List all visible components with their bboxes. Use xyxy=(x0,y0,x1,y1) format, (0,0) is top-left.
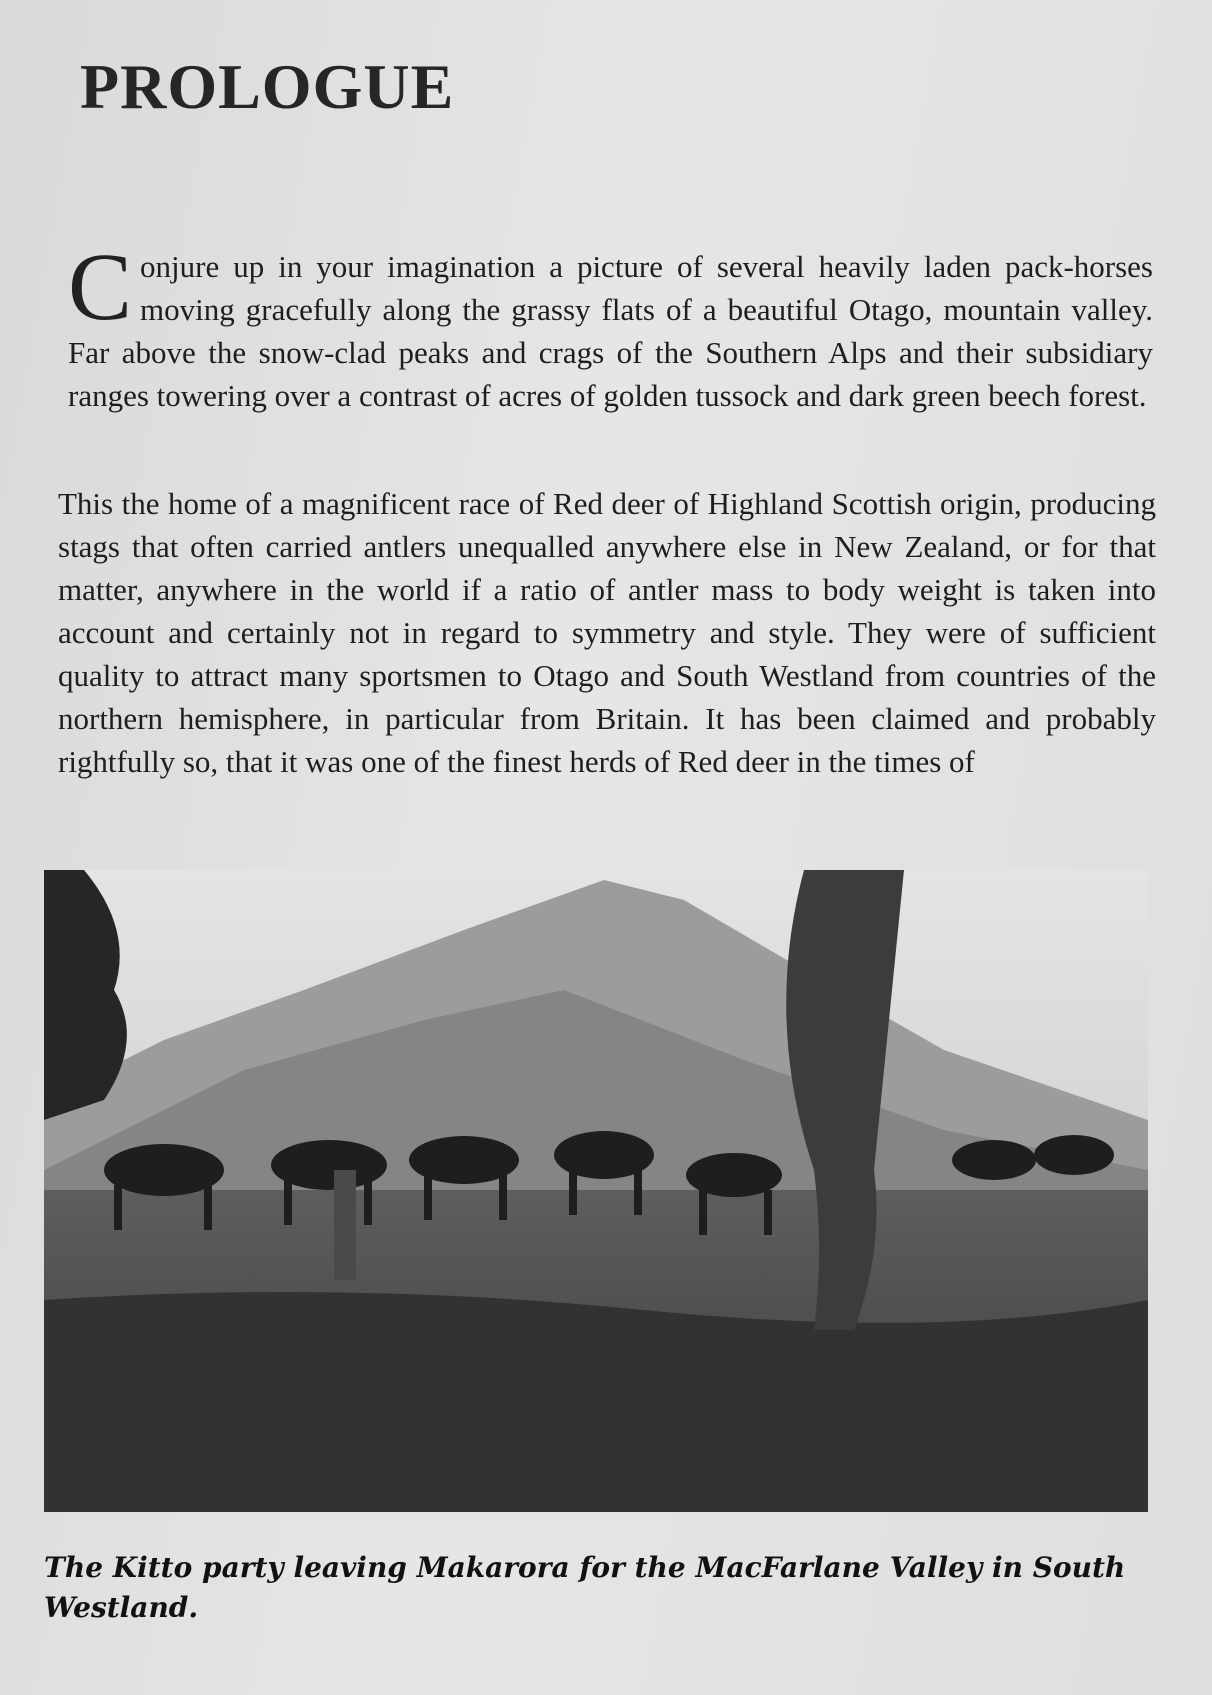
opening-paragraph-text: onjure up in your imagination a picture of several heavily laden pack-horses moving gracefully along the grassy flats of a beautiful Otago, mountain valley. Far above the snow-clad peaks and crags of the Southern Alps and their subsidiary ranges towering over a contrast of acres of golden tussock and dark green beech forest. xyxy=(68,249,1153,413)
opening-paragraph xyxy=(68,233,1153,417)
second-paragraph: This the home of a magnificent race of Red deer of Highland Scottish origin, producing stags that often carried antlers unequalled anywhere else in New Zealand, or for that matter, anywhere in the world if a ratio of antler mass to body weight is taken into account and certainly not in regard to symmetry and style. They were of sufficient quality to attract many sportsmen to Otago and South Westland from countries of the northern hemisphere, in particular from Britain. It has been claimed and probably rightfully so, that it was one of the finest herds of Red deer in the times of xyxy=(58,486,1156,779)
page-heading: PROLOGUE xyxy=(80,51,455,122)
drop-cap: C xyxy=(68,233,133,340)
photo-caption: The Kitto party leaving Makarora for the MacFarlane Valley in South Westland. xyxy=(44,1551,1126,1624)
foreground-grass xyxy=(44,1292,1148,1512)
photo-illustration xyxy=(44,870,1148,1512)
packhorse-photograph xyxy=(44,870,1148,1512)
fence-post xyxy=(334,1170,356,1280)
